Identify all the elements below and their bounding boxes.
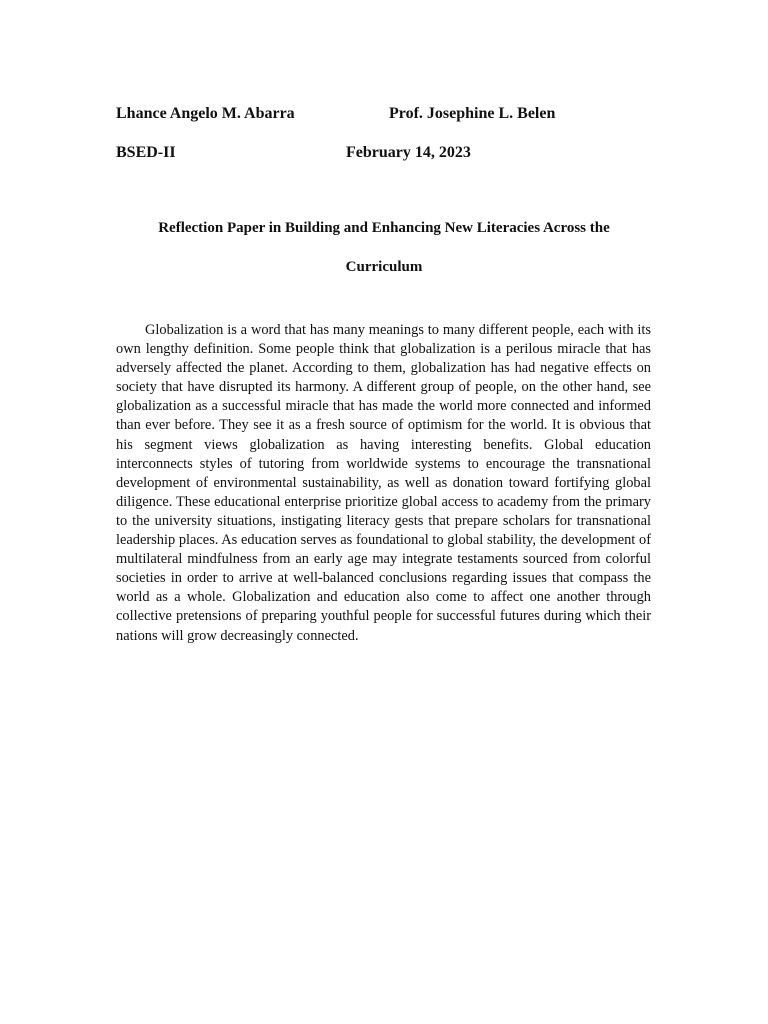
professor-name: Prof. Josephine L. Belen: [389, 105, 556, 122]
paper-title-line-2: Curriculum: [345, 259, 423, 275]
date-label: February 14, 2023: [346, 144, 471, 161]
student-name: Lhance Angelo M. Abarra: [116, 105, 295, 122]
body-paragraph: Globalization is a word that has many meanings to many different people, each with its own lengthy definition. Some people think that globalization is a perilous miracle that has adversely affected the planet. According to them, globalization has had negative effects on society that have disrupted its harmony. A different group of people, on the other hand, see globalization as a successful miracle that has made the world more connected and informed than ever before. They see it as a fresh source of optimism for the world. It is obvious that his segment views globalization as having interesting benefits. Global education interconnects styles of tutoring from worldwide systems to encourage the transnational development of environmental sustainability, as well as donation toward fortifying global diligence. These educational enterprise prioritize global access to academy from the primary to the university situations, instigating literacy gests that prepare scholars for transnational leadership places. As education serves as foundational to global stability, the development of multilateral mindfulness from an early age may integrate testaments sourced from colorful societies in order to arrive at well-balanced conclusions regarding issues that compass the world as a whole. Globalization and education also come to affect one another through collective pretensions of preparing youthful people for successful futures during which their nations will grow decreasingly connected.: [116, 322, 651, 644]
paper-title-line-1: Reflection Paper in Building and Enhancing New Literacies Across the: [158, 220, 610, 236]
section-label: BSED-II: [116, 144, 176, 161]
